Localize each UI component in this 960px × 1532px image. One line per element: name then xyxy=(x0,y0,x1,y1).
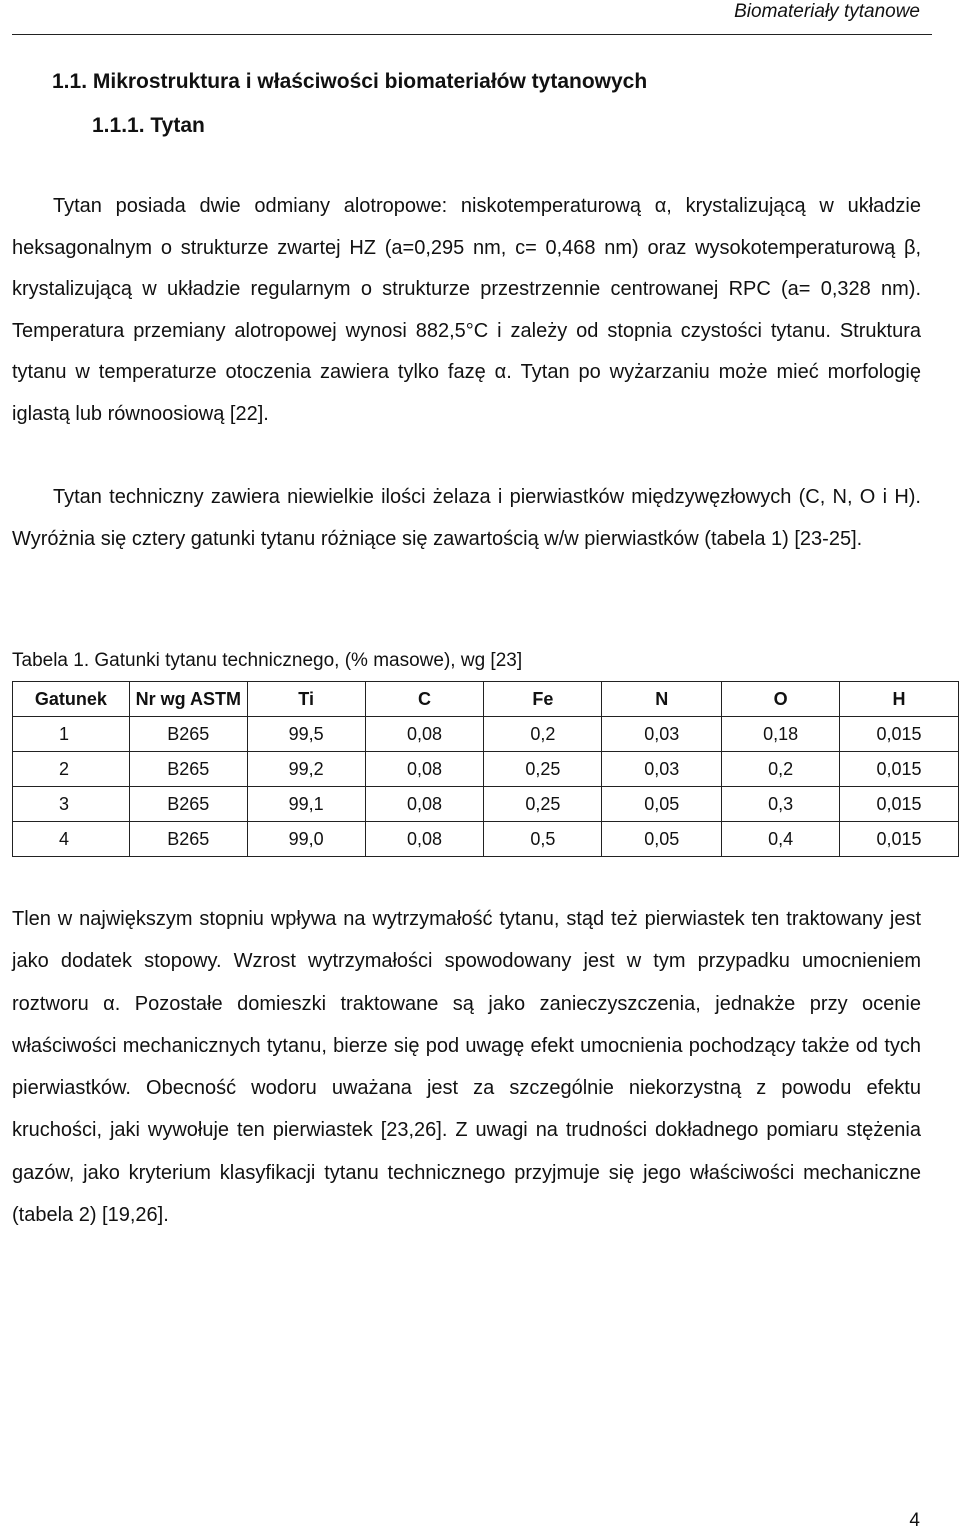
table-cell: 3 xyxy=(13,787,130,822)
table-cell: 0,015 xyxy=(840,752,959,787)
header-divider xyxy=(12,34,932,35)
header-cell-fe: Fe xyxy=(484,682,602,717)
table-cell: 0,4 xyxy=(722,822,840,857)
table-cell: 0,08 xyxy=(365,787,484,822)
table-cell: 0,5 xyxy=(484,822,602,857)
table-cell: 0,03 xyxy=(602,717,722,752)
subsection-heading: 1.1.1. Tytan xyxy=(92,114,205,137)
table-cell: 99,5 xyxy=(247,717,365,752)
table-cell: 1 xyxy=(13,717,130,752)
titanium-grades-table xyxy=(12,681,959,857)
table-cell: 0,25 xyxy=(484,787,602,822)
table-cell: B265 xyxy=(129,717,247,752)
table-cell: 0,015 xyxy=(840,717,959,752)
table-row xyxy=(13,822,959,857)
paragraph-oxygen-strength: Tlen w największym stopniu wpływa na wytrzymałość tytanu, stąd też pierwiastek ten traktowany jest jako dodatek stopowy. Wzrost wytrzymałości spowodowany jest w tym przypadku umocnieniem roztworu α. Pozostałe domieszki traktowane są jako zanieczyszczenia, jednakże przy ocenie właściwości mechanicznych tytanu, bierze się pod uwagę efekt umocnienia pochodzący także od tych pierwiastków. Obecność wodoru uważana jest za szczególnie niekorzystną z powodu efektu kruchości, jaki wywołuje ten pierwiastek [23,26]. Z uwagi na trudności dokładnego pomiaru stężenia gazów, jako kryterium klasyfikacji tytanu technicznego przyjmuje się jego właściwości mechaniczne (tabela 2) [19,26]. xyxy=(12,908,921,1227)
table-header-row xyxy=(13,682,959,717)
section-heading: 1.1. Mikrostruktura i właściwości biomateriałów tytanowych xyxy=(52,70,648,93)
table-cell: 99,0 xyxy=(247,822,365,857)
table-cell: 0,03 xyxy=(602,752,722,787)
table-cell: 0,2 xyxy=(484,717,602,752)
paragraph-technical-titanium: Tytan techniczny zawiera niewielkie ilości żelaza i pierwiastków międzywęzłowych (C, N, O i H). Wyróżnia się cztery gatunki tytanu różniące się zawartością w/w pierwiastków (tabela 1) [23-25]. xyxy=(12,486,921,550)
table-cell: 0,08 xyxy=(365,717,484,752)
running-header-title: Biomateriały tytanowe xyxy=(734,1,920,22)
table-cell: 0,05 xyxy=(602,787,722,822)
page-number: 4 xyxy=(909,1510,920,1531)
table-cell: B265 xyxy=(129,787,247,822)
header-cell-c: C xyxy=(365,682,484,717)
table-cell: 99,1 xyxy=(247,787,365,822)
table-cell: 0,05 xyxy=(602,822,722,857)
table-cell: 99,2 xyxy=(247,752,365,787)
table-row xyxy=(13,787,959,822)
table-cell: 0,015 xyxy=(840,787,959,822)
header-cell-h: H xyxy=(840,682,959,717)
table-cell: B265 xyxy=(129,822,247,857)
table-cell: 0,015 xyxy=(840,822,959,857)
table-cell: 0,18 xyxy=(722,717,840,752)
table-cell: 2 xyxy=(13,752,130,787)
table-cell: 0,08 xyxy=(365,822,484,857)
table-cell: 0,08 xyxy=(365,752,484,787)
table-caption: Tabela 1. Gatunki tytanu technicznego, (% masowe), wg [23] xyxy=(12,650,523,671)
header-cell-ti: Ti xyxy=(247,682,365,717)
header-cell-astm: Nr wg ASTM xyxy=(129,682,247,717)
table-cell: 4 xyxy=(13,822,130,857)
table-cell: 0,2 xyxy=(722,752,840,787)
table-row xyxy=(13,717,959,752)
table-cell: B265 xyxy=(129,752,247,787)
table-row xyxy=(13,752,959,787)
header-cell-gatunek: Gatunek xyxy=(13,682,130,717)
header-cell-o: O xyxy=(722,682,840,717)
header-cell-n: N xyxy=(602,682,722,717)
table-cell: 0,25 xyxy=(484,752,602,787)
paragraph-allotropes: Tytan posiada dwie odmiany alotropowe: niskotemperaturową α, krystalizującą w układzie heksagonalnym o strukturze zwartej HZ (a=0,295 nm, c= 0,468 nm) oraz wysokotemperaturową β, krystalizującą w układzie regularnym o strukturze przestrzennie centrowanej RPC (a= 0,328 nm). Temperatura przemiany alotropowej wynosi 882,5°C i zależy od stopnia czystości tytanu. Struktura tytanu w temperaturze otoczenia zawiera tylko fazę α. Tytan po wyżarzaniu może mieć morfologię iglastą lub równoosiową [22]. xyxy=(12,195,921,425)
table-cell: 0,3 xyxy=(722,787,840,822)
